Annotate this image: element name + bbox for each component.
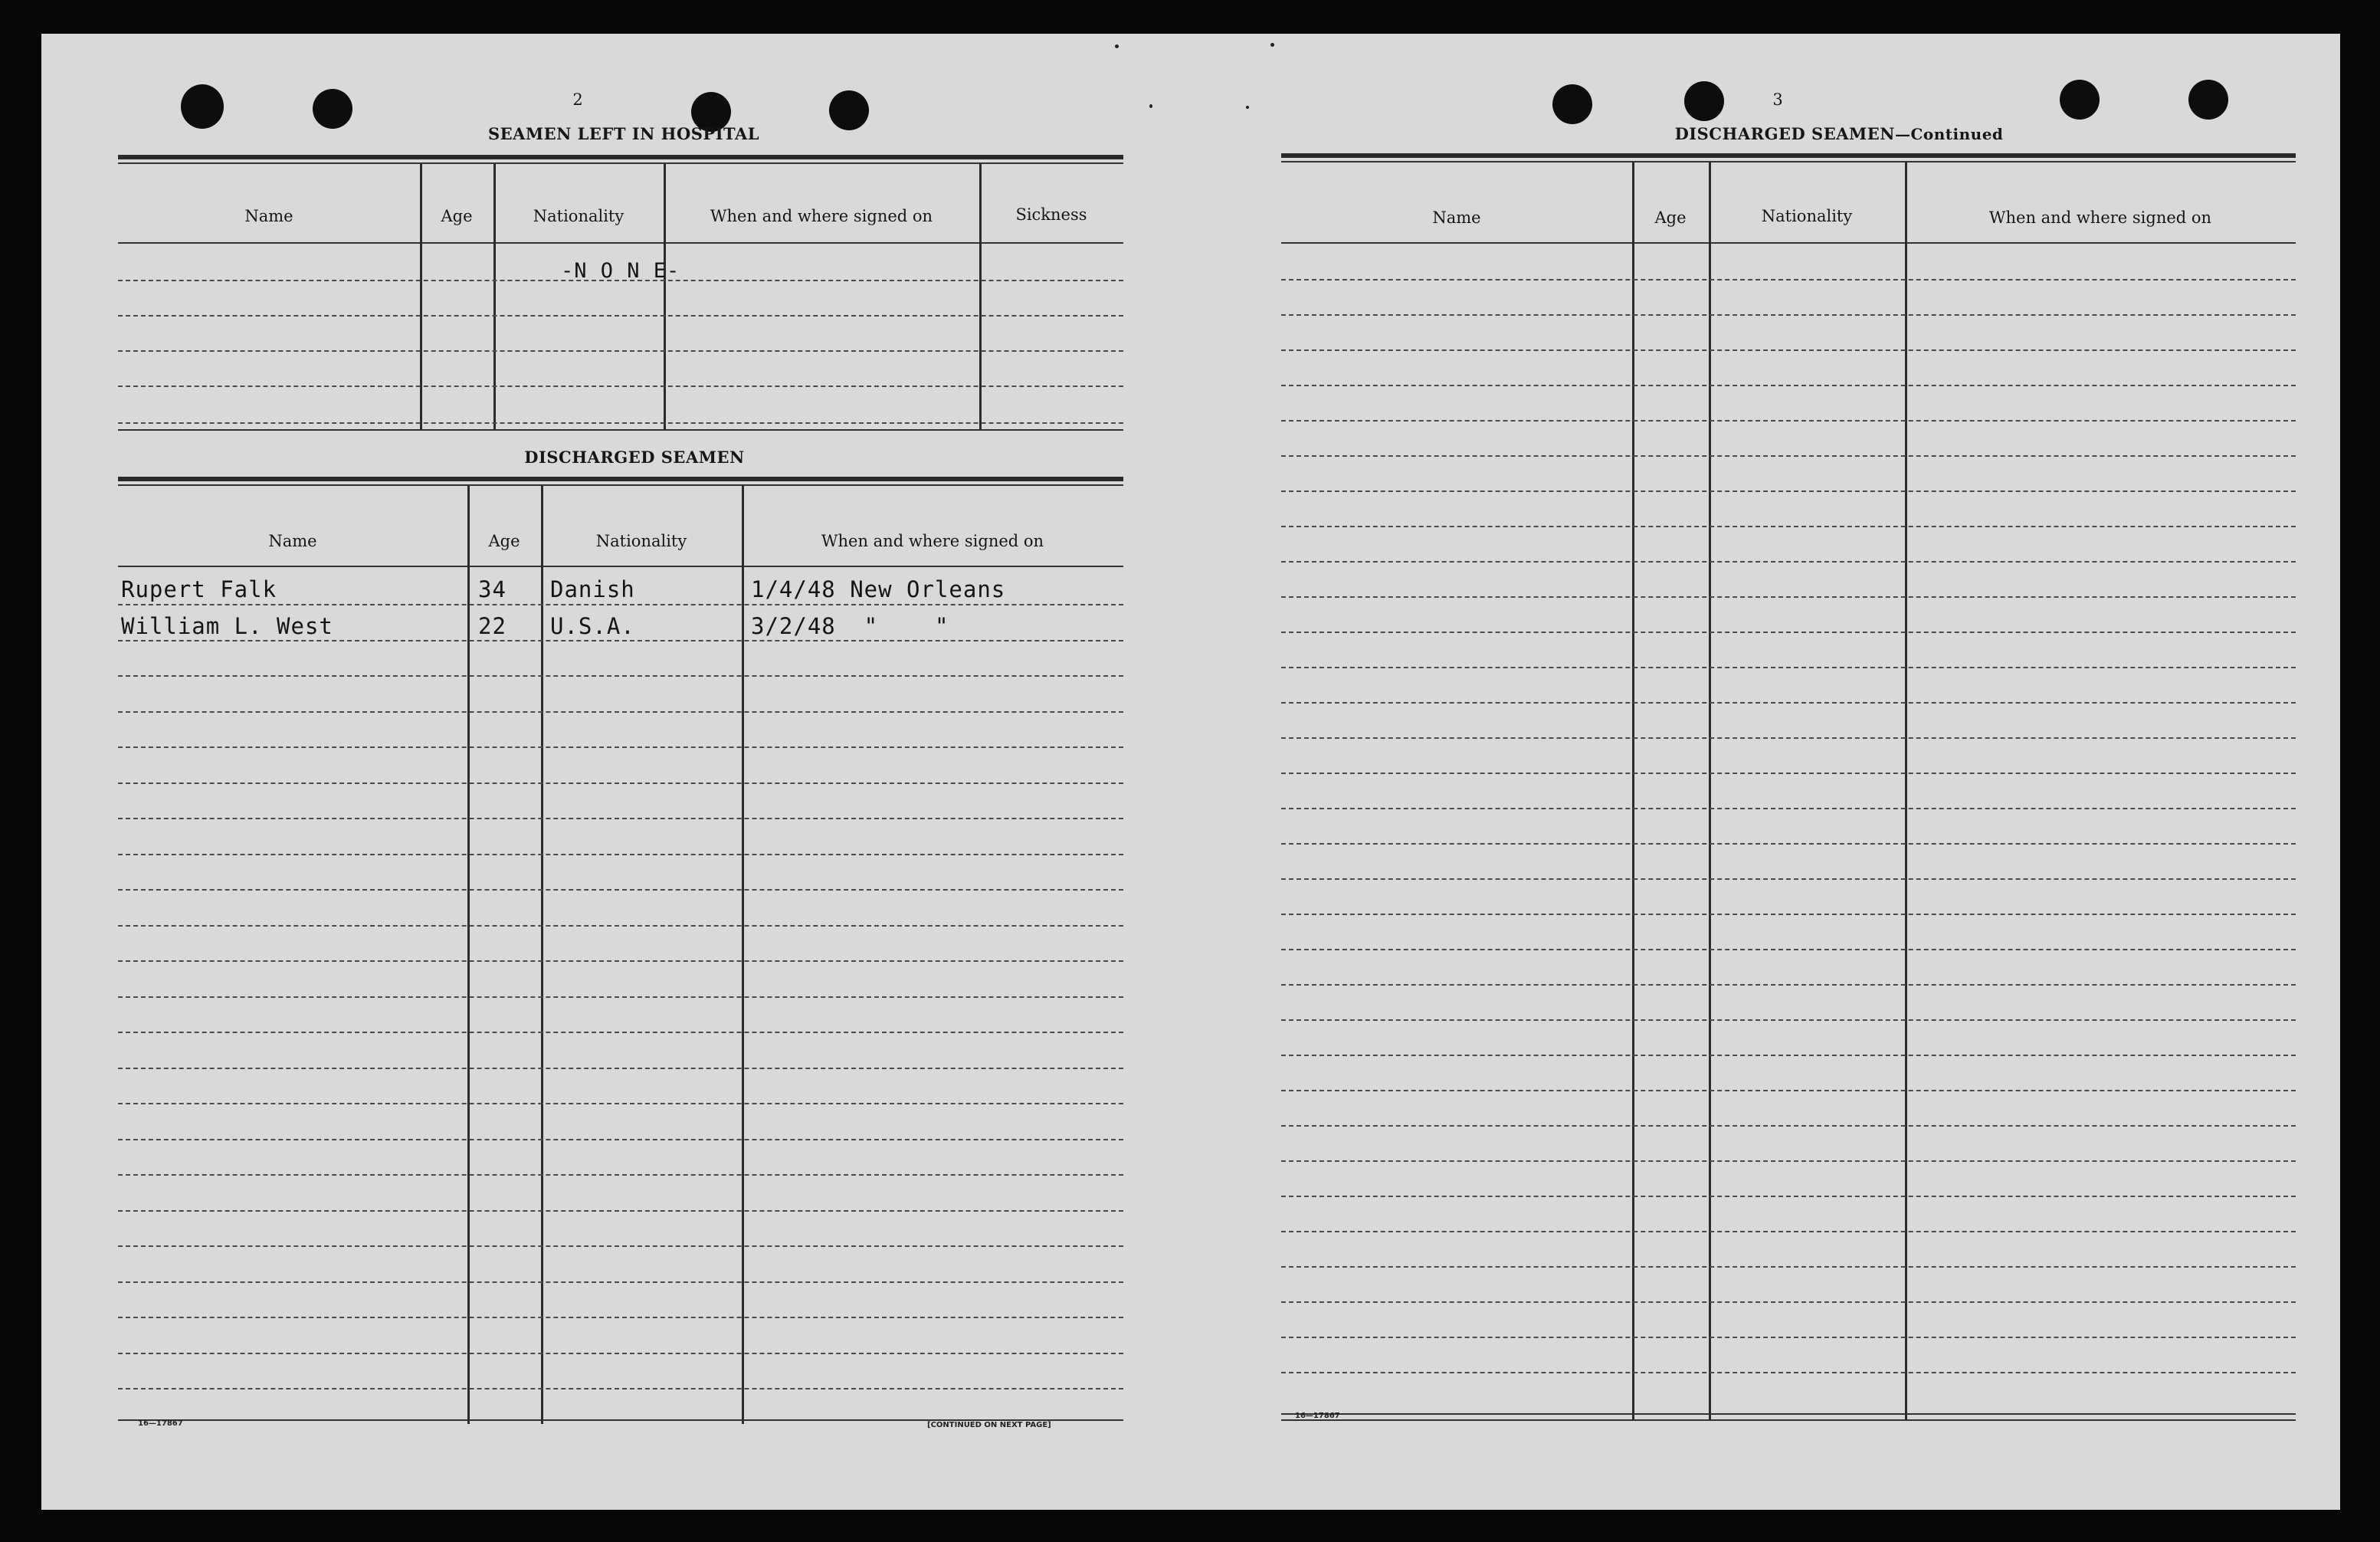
ruled-line	[1281, 385, 2296, 386]
ruled-line	[118, 1103, 1123, 1104]
speck	[1270, 43, 1274, 47]
col-header-name: Name	[268, 532, 317, 550]
ruled-line	[1281, 1160, 2296, 1162]
punch-hole	[181, 84, 224, 129]
ruled-line	[118, 1245, 1123, 1247]
ruled-line	[118, 1139, 1123, 1140]
continued-note: [CONTINUED ON NEXT PAGE]	[927, 1421, 1051, 1429]
form-number-right: 16—17867	[1295, 1412, 1340, 1420]
col-header-signed-on: When and where signed on	[1988, 208, 2212, 227]
ruled-line	[118, 1068, 1123, 1069]
col-header-nationality: Nationality	[1761, 207, 1853, 225]
speck	[1246, 106, 1249, 109]
page-number-left: 2	[572, 90, 583, 109]
ruled-line	[1281, 455, 2296, 457]
ruled-line	[1281, 949, 2296, 950]
table-row-2-signed-on: 3/2/48 " "	[751, 613, 949, 639]
col-header-name: Name	[1432, 208, 1481, 227]
discharged-continued-table	[1281, 153, 2296, 1441]
ruled-line	[1281, 1019, 2296, 1021]
ruled-line	[118, 640, 1123, 641]
ruled-line	[118, 1353, 1123, 1354]
ruled-line	[118, 889, 1123, 891]
ruled-line	[118, 1210, 1123, 1212]
ruled-line	[118, 996, 1123, 998]
ruled-line	[1281, 737, 2296, 739]
ruled-line	[1281, 914, 2296, 915]
punch-hole	[1684, 81, 1724, 121]
ruled-line	[1281, 808, 2296, 809]
table-row-2-age: 22	[478, 613, 506, 639]
hospital-none-entry: -N O N E-	[561, 259, 680, 283]
col-header-sickness: Sickness	[1015, 205, 1087, 224]
table-row-1-name: Rupert Falk	[121, 576, 277, 602]
ruled-line	[1281, 667, 2296, 668]
discharged-continued-title	[1675, 124, 2004, 143]
ruled-line	[1281, 1055, 2296, 1056]
punch-hole	[829, 90, 869, 130]
ruled-line	[118, 818, 1123, 819]
ruled-line	[118, 1281, 1123, 1283]
table-row-1-nationality: Danish	[550, 576, 635, 602]
ruled-line	[1281, 1231, 2296, 1232]
ruled-line	[1281, 1337, 2296, 1338]
col-header-nationality: Nationality	[595, 532, 687, 550]
title-suffix: —Continued	[1894, 125, 2004, 143]
ruled-line	[1281, 1125, 2296, 1127]
ruled-line	[118, 675, 1123, 677]
ruled-line	[1281, 984, 2296, 986]
ruled-line	[118, 604, 1123, 605]
ruled-line	[1281, 561, 2296, 563]
document-page	[41, 34, 2340, 1510]
col-header-age: Age	[488, 532, 520, 550]
ruled-line	[118, 746, 1123, 748]
ruled-line	[118, 1317, 1123, 1318]
ruled-line	[118, 711, 1123, 713]
speck	[1115, 44, 1119, 48]
ruled-line	[118, 960, 1123, 962]
page-number-right: 3	[1772, 90, 1783, 109]
ruled-line	[1281, 878, 2296, 880]
ruled-line	[118, 1388, 1123, 1389]
ruled-line	[1281, 596, 2296, 598]
col-header-signed-on: When and where signed on	[821, 532, 1044, 550]
ruled-line	[1281, 420, 2296, 422]
ruled-line	[1281, 490, 2296, 492]
table-row-1-signed-on: 1/4/48 New Orleans	[751, 576, 1006, 602]
speck	[1149, 104, 1152, 108]
ruled-line	[1281, 349, 2296, 351]
ruled-line	[1281, 773, 2296, 774]
ruled-line	[1281, 1301, 2296, 1303]
ruled-line	[1281, 1196, 2296, 1197]
table-row-1-age: 34	[478, 576, 506, 602]
hospital-table	[118, 155, 1123, 461]
col-header-signed-on: When and where signed on	[710, 207, 933, 225]
ruled-line	[1281, 314, 2296, 316]
form-number-left: 16—17867	[138, 1419, 183, 1428]
ruled-line	[1281, 1372, 2296, 1373]
title-main: DISCHARGED SEAMEN	[1674, 124, 1895, 143]
ruled-line	[1281, 843, 2296, 845]
ruled-line	[118, 1174, 1123, 1176]
punch-hole	[313, 89, 352, 129]
ruled-line	[1281, 279, 2296, 281]
ruled-line	[1281, 526, 2296, 527]
punch-hole	[1552, 84, 1592, 124]
ruled-line	[1281, 1266, 2296, 1268]
hospital-section-title: SEAMEN LEFT IN HOSPITAL	[487, 124, 760, 143]
col-header-nationality: Nationality	[533, 207, 625, 225]
ruled-line	[1281, 702, 2296, 704]
ruled-line	[1281, 632, 2296, 633]
table-row-2-nationality: U.S.A.	[550, 613, 635, 639]
ruled-line	[118, 1032, 1123, 1033]
ruled-line	[118, 925, 1123, 927]
table-row-2-name: William L. West	[121, 613, 333, 639]
discharged-section-title: DISCHARGED SEAMEN	[524, 448, 745, 467]
col-header-age: Age	[1654, 208, 1687, 227]
discharged-table	[118, 477, 1123, 1450]
ruled-line	[118, 854, 1123, 855]
ruled-line	[1281, 1090, 2296, 1091]
punch-hole	[2060, 80, 2100, 120]
ruled-line	[118, 782, 1123, 784]
col-header-age: Age	[441, 207, 473, 225]
punch-hole	[2188, 80, 2228, 120]
col-header-name: Name	[244, 207, 293, 225]
